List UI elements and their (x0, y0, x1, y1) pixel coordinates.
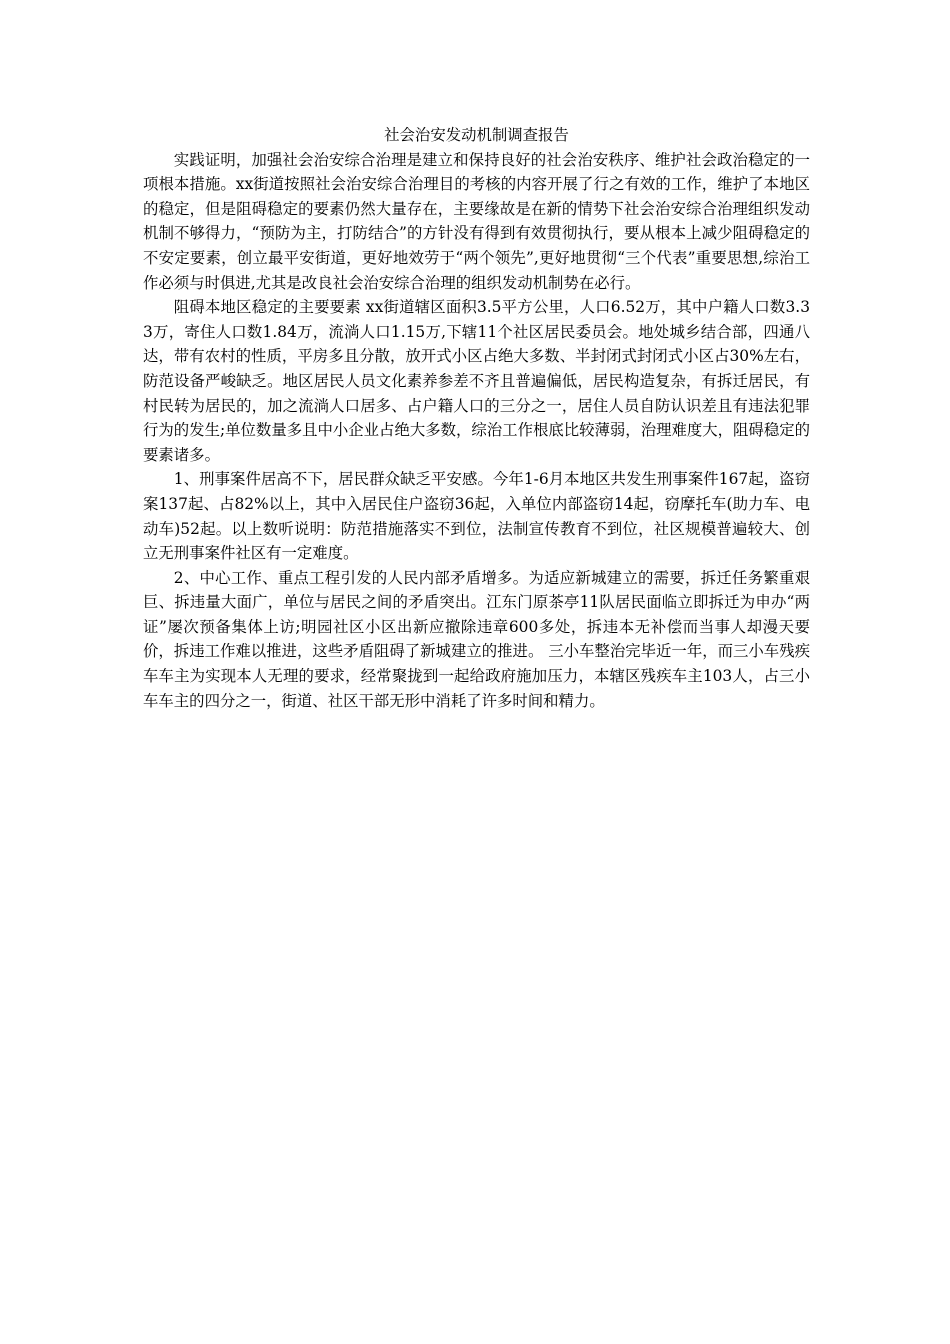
document-title: 社会治安发动机制调查报告 (384, 126, 569, 144)
paragraph-factors: 阻碍本地区稳定的主要要素 xx街道辖区面积3.5平方公里，人口6.52万，其中户籍人口数3.33万，寄住人口数1.84万，流淌人口1.15万,下辖11个社区居民委员会。地处城乡结合部，四通八达，带有农村的性质，平房多且分散，放开式小区占绝大多数、半封闭式封闭式小区占30%左右，防范设备严峻缺乏。地区居民人员文化素养参差不齐且普遍偏低，居民构造复杂，有拆迁居民，有村民转为居民的，加之流淌人口居多、占户籍人口的三分之一，居住人员自防认识差且有违法犯罪行为的发生;单位数量多且中小企业占绝大多数，综治工作根底比较薄弱，治理难度大，阻碍稳定的要素诸多。 (143, 298, 810, 464)
document-page (143, 123, 810, 713)
paragraph-intro: 实践证明，加强社会治安综合治理是建立和保持良好的社会治安秩序、维护社会政治稳定的一项根本措施。xx街道按照社会治安综合治理目的考核的内容开展了行之有效的工作，维护了本地区的稳定，但是阻碍稳定的要素仍然大量存在，主要缘故是在新的情势下社会治安综合治理组织发动机制不够得力，“预防为主，打防结合”的方针没有得到有效贯彻执行，要从根本上减少阻碍稳定的不安定要素，创立最平安街道，更好地效劳于“两个领先”,更好地贯彻“三个代表”重要思想,综治工作必须与时俱进,尤其是改良社会治安综合治理的组织发动机制势在必行。 (143, 150, 810, 292)
paragraph-criminal-cases: 1、刑事案件居高不下，居民群众缺乏平安感。今年1-6月本地区共发生刑事案件167起，盗窃案137起、占82%以上，其中入居民住户盗窃36起，入单位内部盗窃14起，窃摩托车(助力车、电动车)52起。以上数听说明：防范措施落实不到位，法制宣传教育不到位，社区规模普遍较大、创立无刑事案件社区有一定难度。 (143, 470, 810, 563)
paragraph-internal-conflicts: 2、中心工作、重点工程引发的人民内部矛盾增多。为适应新城建立的需要，拆迁任务繁重艰巨、拆违量大面广，单位与居民之间的矛盾突出。江东门原茶亭11队居民面临立即拆迁为申办“两证”屡次预备集体上访;明园社区小区出新应撤除违章600多处，拆违本无补偿而当事人却漫天要价，拆违工作难以推进，这些矛盾阻碍了新城建立的推进。 三小车整治完毕近一年，而三小车残疾车车主为实现本人无理的要求，经常聚拢到一起给政府施加压力，本辖区残疾车主103人，占三小车车主的四分之一，街道、社区干部无形中消耗了许多时间和精力。 (143, 568, 810, 710)
